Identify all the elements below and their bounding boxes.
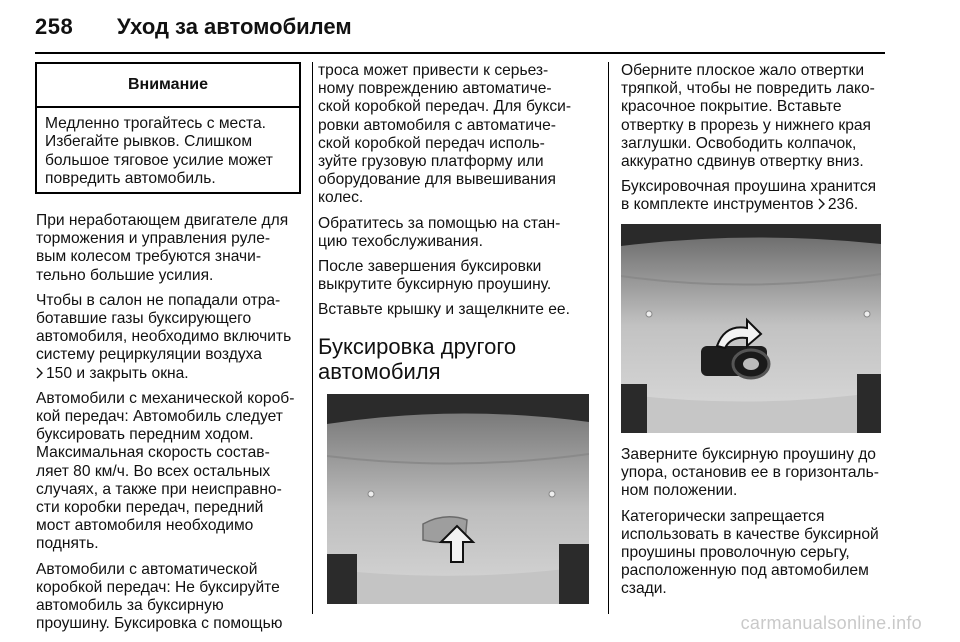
page-title: Уход за автомобилем bbox=[117, 14, 352, 39]
column-1 bbox=[36, 212, 304, 640]
paragraph-automatic-transmission: Автомобили с автоматической коробкой передач: Не буксируйте автомобиль за буксирную проушину. Буксировка с помощью bbox=[36, 560, 283, 633]
column-3-lower bbox=[621, 446, 891, 606]
page-ref-150: 150 и закрыть окна. bbox=[46, 364, 189, 382]
page-ref-236: 236. bbox=[827, 196, 859, 214]
rear-bumper-tow-cover-arrow-illustration bbox=[327, 394, 589, 604]
paragraph-manual-transmission: Автомобили с механической короб- кой передач: Автомобиль следует буксировать передним ходом. Максимальная скорость состав- ляет 80 км/ч. Во всех остальных случаях, а также при неисправно- сти коробки передач, передний мост автомобиля необходимо поднять. bbox=[36, 389, 295, 553]
paragraph-unscrew: После завершения буксировки выкрутите буксирную проушину. bbox=[318, 258, 552, 294]
paragraph-screwdriver: Оберните плоское жало отвертки тряпкой, чтобы не повредить лако- красочное покрытие. Вставьте отвертку в прорезь у нижнего края заглушки. Освободить колпачок, аккуратно сдвинув отвертку вниз. bbox=[621, 62, 875, 171]
column-2 bbox=[318, 62, 598, 384]
paragraph-tow-rope: троса может привести к серьез- ному повреждению автоматиче- ской коробкой передач. Для букси- ровки автомобиля с автоматиче- ской коробкой передач исполь- зуйте грузовую платформу или оборудование для вывешивания колес. bbox=[318, 62, 572, 207]
paragraph-prohibition: Категорически запрещается использовать в качестве буксирной проушины проволочную серьгу, расположенную под автомобилем сзади. bbox=[621, 507, 879, 598]
page-number: 258 bbox=[35, 14, 74, 39]
paragraph-exhaust bbox=[36, 292, 304, 383]
watermark: carmanualsonline.info bbox=[740, 613, 922, 633]
header-divider bbox=[35, 52, 885, 54]
warning-text: Медленно трогайтесь с места. Избегайте рывков. Слишком большое тяговое усилие может повредить автомобиль. bbox=[45, 115, 273, 188]
paragraph-tow-eye-storage-text: Буксировочная проушина хранится в комплекте инструментов bbox=[621, 178, 877, 214]
warning-box bbox=[35, 62, 301, 194]
paragraph-cover: Вставьте крышку и защелкните ее. bbox=[318, 301, 570, 319]
warning-heading: Внимание bbox=[37, 64, 299, 108]
paragraph-service: Обратитесь за помощью на стан- цию техобслуживания. bbox=[318, 214, 561, 250]
column-divider-1 bbox=[312, 62, 313, 614]
paragraph-braking: При неработающем двигателе для торможения и управления руле- вым колесом требуются значи- тельно большие усилия. bbox=[36, 212, 289, 284]
column-divider-2 bbox=[608, 62, 609, 614]
paragraph-exhaust-text: Чтобы в салон не попадали отра- ботавшие газы буксирующего автомобиля, необходимо включить систему рециркуляции воздуха bbox=[36, 291, 292, 364]
paragraph-screw-in: Заверните буксирную проушину до упора, остановив ее в горизонталь- ном положении. bbox=[621, 446, 879, 500]
page-ref-icon bbox=[36, 366, 43, 378]
tow-eye-screw-in-illustration bbox=[621, 224, 881, 433]
figure-tow-eye bbox=[621, 224, 881, 433]
page-ref-icon bbox=[818, 197, 825, 209]
section-heading: Буксировка другого автомобиля bbox=[318, 333, 517, 384]
column-3 bbox=[621, 62, 891, 222]
paragraph-tow-eye-storage bbox=[621, 178, 891, 214]
figure-rear-bumper bbox=[327, 394, 589, 604]
